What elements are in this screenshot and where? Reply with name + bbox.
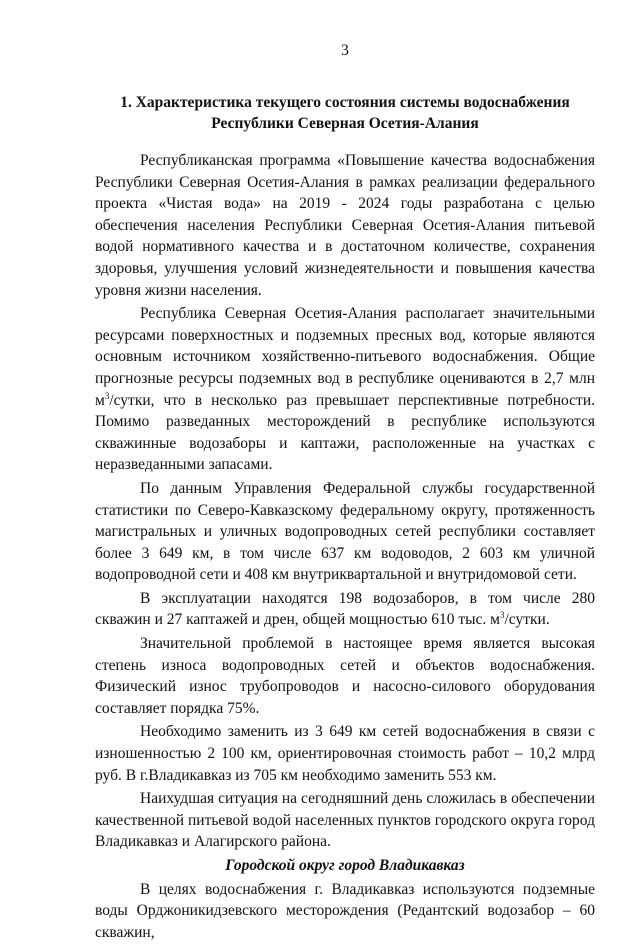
paragraph-water-intakes-text-a: В эксплуатации находятся 198 водозаборов, в том числе 280 скважин и 27 каптажей и дрен, общей мощностью 610 тыс. м (95, 589, 595, 629)
paragraph-program-goal: Республиканская программа «Повышение качества водоснабжения Республики Северная Осетия-Алания в рамках реализации федерального проекта «Чистая вода» на 2019 - 2024 годы разработана с целью обеспечения населения Республики Северная Осетия-Алания питьевой водой нормативного качества и в достаточном количестве, сохранения здоровья, улучшения условий жизнедеятельности и повышения качества уровня жизни населения. (95, 152, 595, 299)
section-heading (95, 92, 595, 134)
section-heading-line-2: Республики Северная Осетия-Алания (211, 115, 479, 132)
paragraph-water-resources-text-b: /сутки, что в несколько раз превышает перспективные потребности. Помимо разведанных месторождений в республике используются скважинные водозаборы и каптажи, расположенные на участках с неразведанными запасами. (95, 391, 595, 474)
superscript-cubic: 3 (104, 390, 110, 401)
paragraph-water-intakes-text-b: /сутки. (504, 611, 550, 629)
superscript-cubic: 3 (500, 610, 505, 621)
paragraph-water-resources-text-a: Республика Северная Осетия-Алания располагает значительными ресурсами поверхностных и подземных пресных вод, которые являются основным источником хозяйственно-питьевого водоснабжения. Общие прогнозные ресурсы подземных вод в республике оцениваются в 2,7 млн м (95, 305, 595, 409)
section-heading-line-1: 1. Характеристика текущего состояния системы водоснабжения (120, 94, 570, 111)
paragraph-vladikavkaz-supply: В целях водоснабжения г. Владикавказ используются подземные воды Орджоникидзевского месторождения (Редантский водозабор – 60 скважин, (95, 880, 595, 941)
page-number: 3 (341, 42, 349, 59)
subheading-vladikavkaz: Городской округ город Владикавказ (225, 857, 465, 874)
body-text (95, 150, 595, 945)
paragraph-water-intakes (95, 588, 595, 631)
paragraph-water-resources (95, 303, 595, 476)
paragraph-network-length: По данным Управления Федеральной службы государственной статистики по Северо-Кавказскому федеральному округу, протяженность магистральных и уличных водопроводных сетей республики составляет более 3 649 км, в том числе 637 км водоводов, 2 603 км уличной водопроводной сети и 408 км внутриквартальной и внутридомовой сети. (95, 479, 595, 584)
paragraph-wear-problem: Значительной проблемой в настоящее время является высокая степень износа водопроводных сетей и объектов водоснабжения. Физический износ трубопроводов и насосно-силового оборудования составляет порядка 75%. (95, 635, 595, 717)
paragraph-worst-situation: Наихудшая ситуация на сегодняшний день сложилась в обеспечении качественной питьевой водой населенных пунктов городского округа город Владикавказ и Алагирского района. (95, 790, 595, 851)
paragraph-replacement-need: Необходимо заменить из 3 649 км сетей водоснабжения в связи с изношенностью 2 100 км, ориентировочная стоимость работ – 10,2 млрд руб. В г.Владикавказ из 705 км необходимо заменить 553 км. (95, 723, 595, 784)
